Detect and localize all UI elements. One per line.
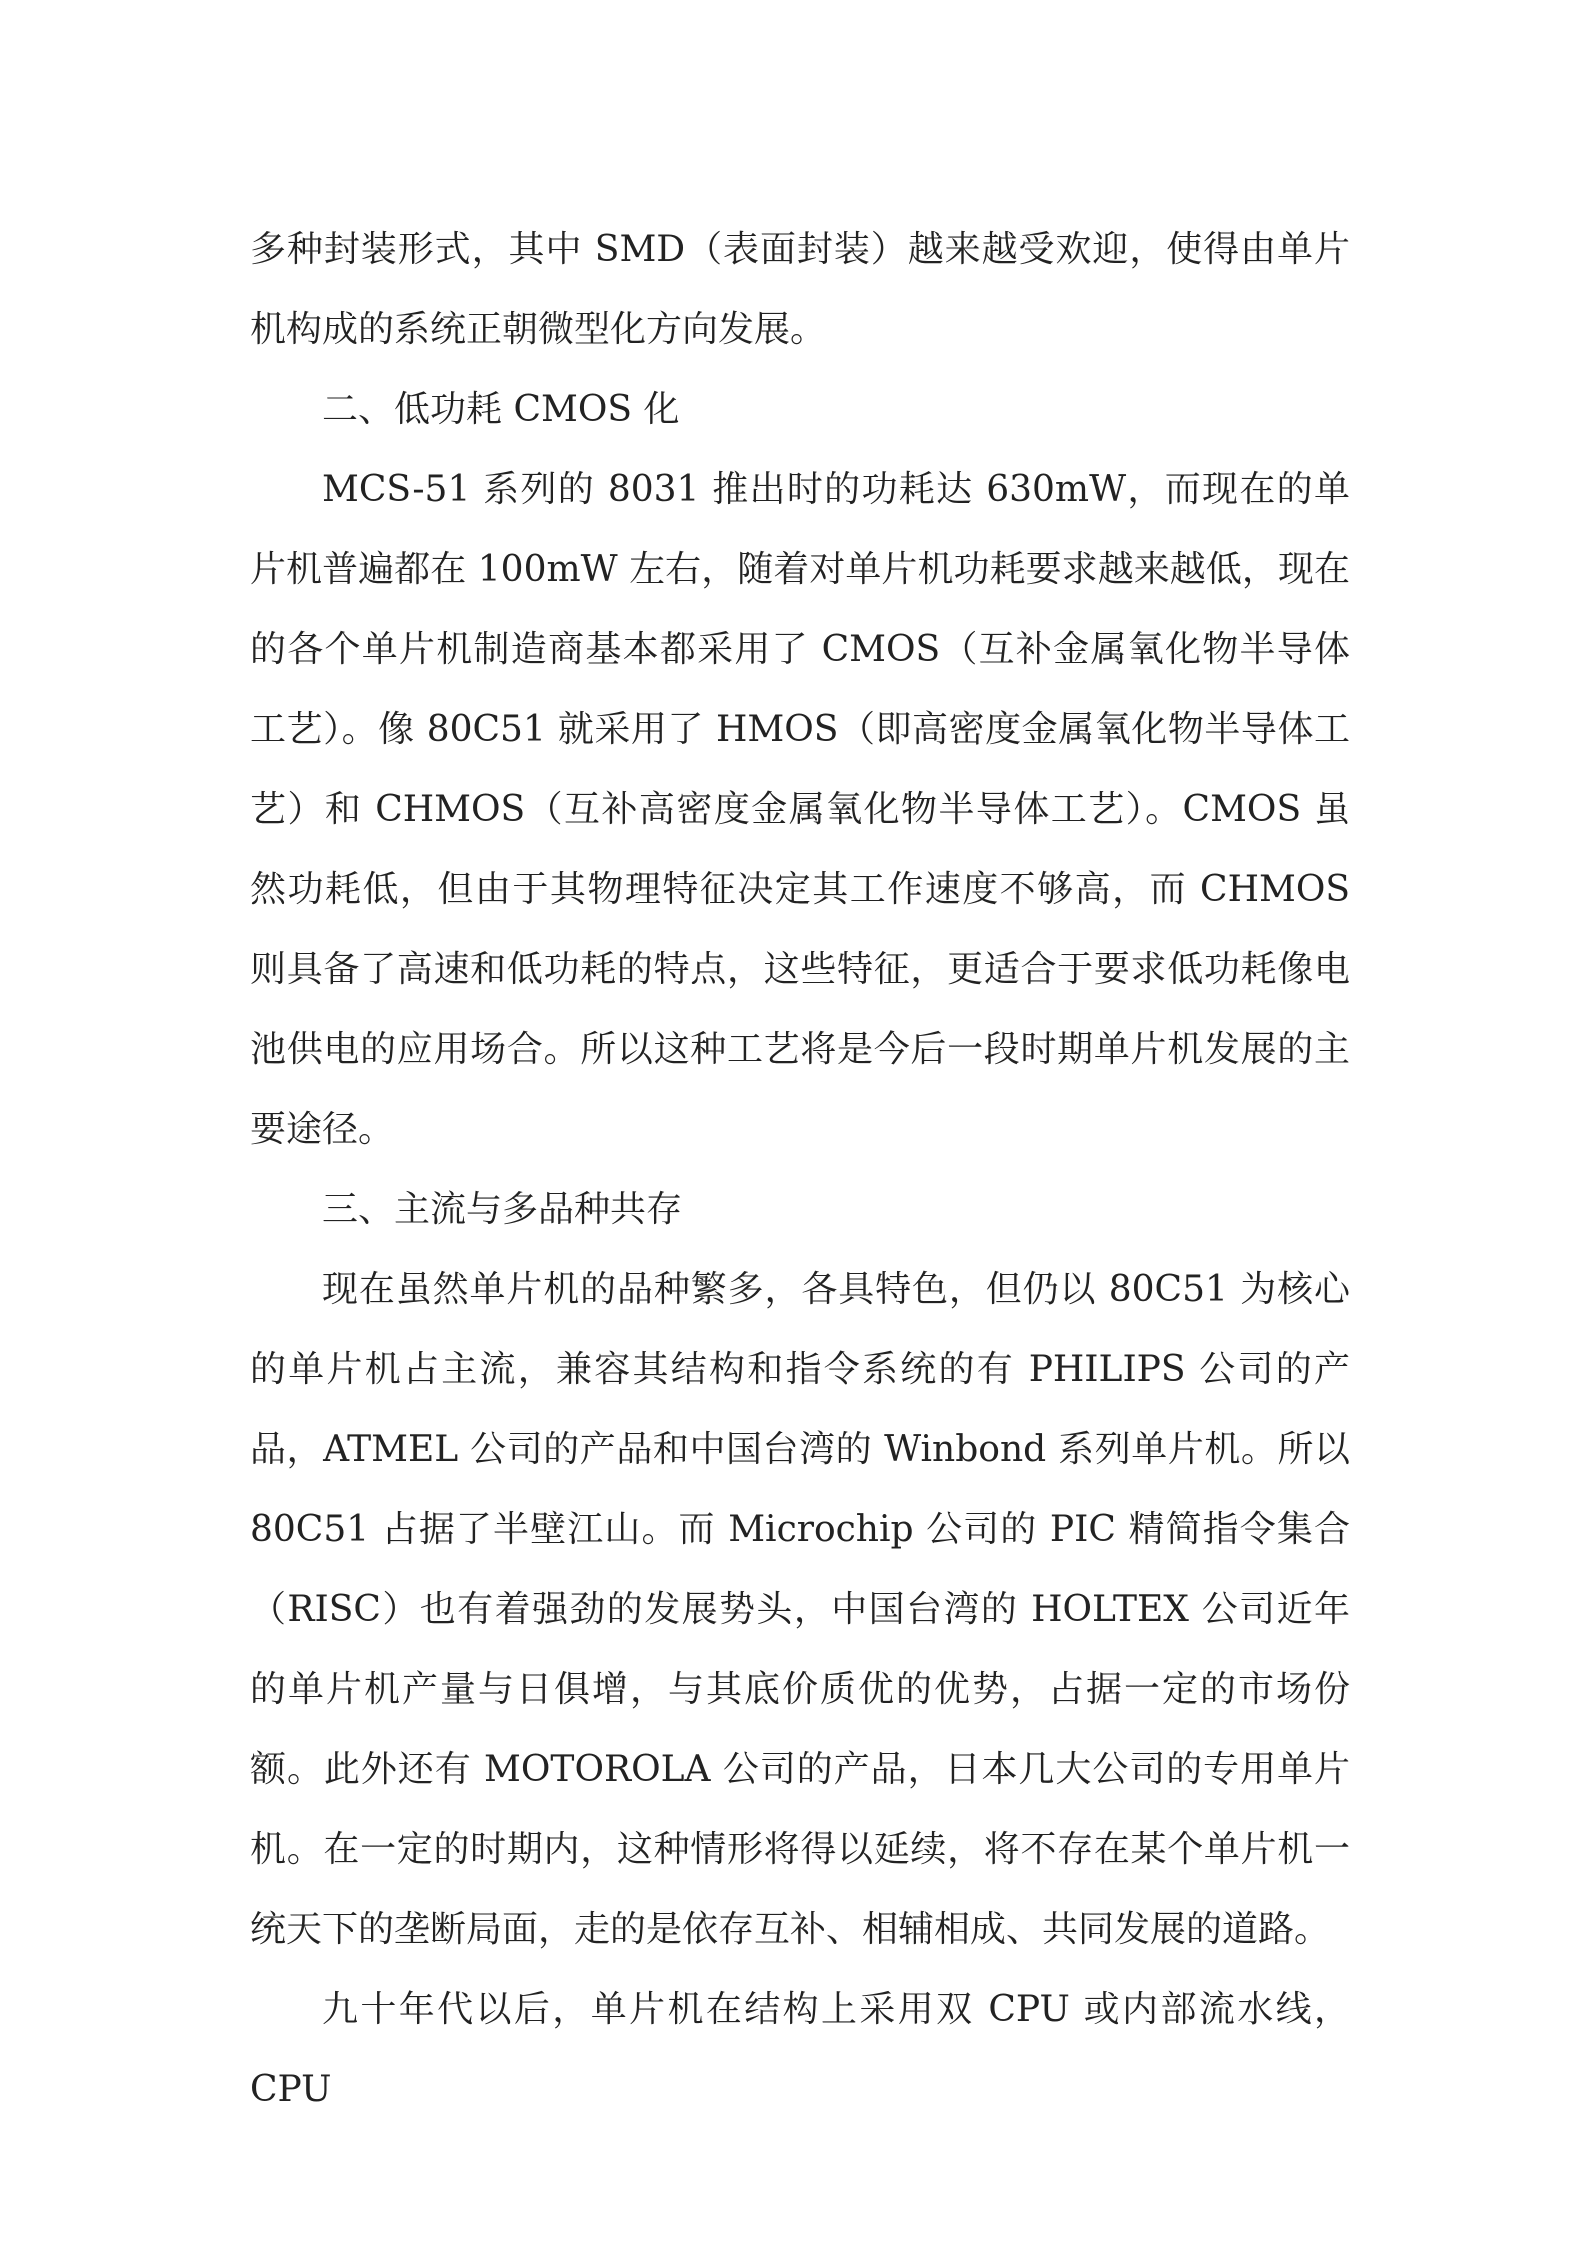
paragraph-low-power-cmos: MCS-51 系列的 8031 推出时的功耗达 630mW，而现在的单片机普遍都在 100mW 左右，随着对单片机功耗要求越来越低，现在的各个单片机制造商基本都采用了 CMOS（互补金属氧化物半导体工艺）。像 80C51 就采用了 HMOS（即高密度金属氧化物半导体工艺）和 CHMOS（互补高密度金属氧化物半导体工艺）。CMOS 虽然功耗低，但由于其物理特征决定其工作速度不够高，而 CHMOS 则具备了高速和低功耗的特点，这些特征，更适合于要求低功耗像电池供电的应用场合。所以这种工艺将是今后一段时期单片机发展的主要途径。	[250, 469, 1350, 1150]
paragraph-package-forms: 多种封装形式，其中 SMD（表面封装）越来越受欢迎，使得由单片机构成的系统正朝微型化方向发展。	[250, 229, 1350, 350]
document-page	[250, 210, 1350, 2130]
section-heading-mainstream-coexist: 三、主流与多品种共存	[322, 1189, 683, 1230]
paragraph-mainstream-coexist: 现在虽然单片机的品种繁多，各具特色，但仍以 80C51 为核心的单片机占主流，兼容其结构和指令系统的有 PHILIPS 公司的产品，ATMEL 公司的产品和中国台湾的 Winbond 系列单片机。所以 80C51 占据了半壁江山。而 Microchip 公司的 PIC 精简指令集合（RISC）也有着强劲的发展势头，中国台湾的 HOLTEX 公司近年的单片机产量与日俱增，与其底价质优的优势，占据一定的市场份额。此外还有 MOTOROLA 公司的产品，日本几大公司的专用单片机。在一定的时期内，这种情形将得以延续，将不存在某个单片机一统天下的垄断局面，走的是依存互补、相辅相成、共同发展的道路。	[250, 1269, 1350, 1950]
paragraph-nineties: 九十年代以后，单片机在结构上采用双 CPU 或内部流水线，CPU	[250, 1989, 1350, 2110]
section-heading-low-power-cmos: 二、低功耗 CMOS 化	[322, 389, 680, 430]
